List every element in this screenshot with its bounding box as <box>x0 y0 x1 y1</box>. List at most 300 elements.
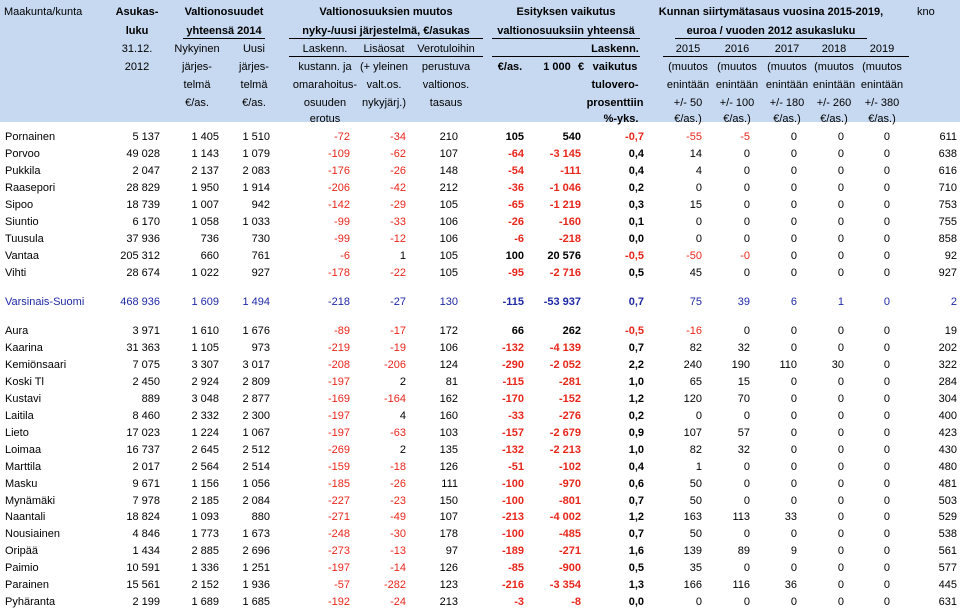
header-telma-2: telmä <box>240 79 268 91</box>
cell-t2017: 0 <box>790 267 797 279</box>
cell-municipality: Aura <box>5 325 29 337</box>
cell-nykyinen: 3 048 <box>191 392 219 405</box>
cell-nykyinen: 2 564 <box>191 460 219 473</box>
header-laskenn: Laskenn. <box>302 43 348 55</box>
cell-laskenn-erotus: -176 <box>327 165 350 177</box>
table-row <box>0 543 960 559</box>
cell-uusi: 880 <box>251 511 270 524</box>
cell-tulovero: 0,4 <box>628 148 644 160</box>
cell-vaikutus-eur-as: -100 <box>501 528 524 541</box>
cell-municipality: Porvoo <box>5 148 40 160</box>
cell-kno: 19 <box>944 325 957 337</box>
cell-verotuloihin: 172 <box>439 325 458 337</box>
cell-t2017: 0 <box>790 596 797 609</box>
cell-municipality: Siuntio <box>5 216 39 228</box>
cell-lisaosat: 2 <box>399 443 406 456</box>
header-valtionosuuksiin: valtionosuuksiin yhteensä <box>497 25 635 37</box>
cell-uusi: 1 936 <box>242 579 270 592</box>
cell-t2015: 120 <box>683 392 702 405</box>
cell-lisaosat: -42 <box>390 182 406 194</box>
cell-laskenn-erotus: -142 <box>327 199 350 211</box>
cell-verotuloihin: 126 <box>439 460 458 473</box>
cell-t2016: 0 <box>743 409 750 422</box>
cell-vaikutus-eur-as: -115 <box>502 375 524 388</box>
cell-t2015: 50 <box>689 477 702 490</box>
cell-verotuloihin: 106 <box>439 233 458 245</box>
cell-tulovero: 0,7 <box>628 528 644 541</box>
cell-t2017: 0 <box>790 148 797 160</box>
cell-vaikutus-1000: -271 <box>558 545 581 558</box>
cell-t2015: 163 <box>683 511 702 524</box>
cell-kno: 480 <box>938 460 957 473</box>
cell-nykyinen: 1 007 <box>191 199 219 211</box>
header-maakunta: Maakunta/kunta <box>4 6 83 18</box>
cell-uusi: 2 300 <box>242 409 270 422</box>
table-row <box>0 476 960 492</box>
header-eur-as-1: €/as. <box>185 97 209 109</box>
cell-t2015: -50 <box>686 250 702 262</box>
cell-nykyinen: 1 405 <box>191 131 219 143</box>
cell-t2016: 89 <box>737 545 750 558</box>
cell-nykyinen: 1 224 <box>191 426 219 439</box>
cell-t2015: 139 <box>683 545 702 558</box>
cell-laskenn-erotus: -271 <box>327 511 350 524</box>
cell-vaikutus-1000: -970 <box>558 477 581 490</box>
cell-population: 7 978 <box>132 494 160 507</box>
cell-uusi: 3 017 <box>242 358 270 371</box>
cell-vaikutus-1000: -8 <box>571 596 581 609</box>
cell-t2015: 0 <box>695 216 702 228</box>
cell-t2016: 57 <box>737 426 750 439</box>
header-tol-50: +/- 50 <box>673 97 703 109</box>
cell-kno: 577 <box>938 562 957 575</box>
cell-t2016: -5 <box>740 131 750 143</box>
cell-nykyinen: 2 152 <box>191 579 219 592</box>
cell-verotuloihin: 148 <box>439 165 458 177</box>
cell-verotuloihin: 162 <box>439 392 458 405</box>
header-muutos-2015: (muutos <box>668 61 708 73</box>
header-valtionosuudet: Valtionosuudet <box>184 6 264 18</box>
cell-t2015: 82 <box>689 443 702 456</box>
cell-t2016: 0 <box>743 233 750 245</box>
cell-verotuloihin: 130 <box>439 296 458 308</box>
header-tol-380: +/- 380 <box>864 97 900 109</box>
cell-verotuloihin: 106 <box>439 216 458 228</box>
cell-t2015: 75 <box>689 296 702 308</box>
underline-euroa <box>675 38 867 39</box>
cell-nykyinen: 1 689 <box>191 596 219 609</box>
cell-verotuloihin: 123 <box>439 579 458 592</box>
cell-t2015: 4 <box>695 165 702 177</box>
cell-vaikutus-1000: -4 002 <box>549 511 581 524</box>
cell-t2018: 0 <box>837 182 844 194</box>
cell-t2017: 0 <box>790 477 797 490</box>
cell-t2018: 0 <box>837 341 844 354</box>
cell-t2017: 33 <box>784 511 797 524</box>
header-eas-2015: €/as.) <box>674 113 702 125</box>
cell-vaikutus-1000: 20 576 <box>547 250 581 262</box>
cell-laskenn-erotus: -109 <box>327 148 350 160</box>
table-row <box>0 577 960 593</box>
cell-t2018: 0 <box>837 392 844 405</box>
cell-tulovero: 0,5 <box>628 562 644 575</box>
cell-uusi: 1 033 <box>242 216 270 228</box>
cell-verotuloihin: 81 <box>445 375 458 388</box>
cell-tulovero: 0,2 <box>628 409 644 422</box>
cell-t2017: 0 <box>790 392 797 405</box>
underline-years <box>663 56 909 57</box>
cell-t2019: 0 <box>883 562 890 575</box>
header-verotuloihin: Verotuloihin <box>417 43 475 55</box>
cell-t2015: 0 <box>695 409 702 422</box>
cell-tulovero: 0,7 <box>628 341 644 354</box>
header-pyks: %-yks. <box>603 113 639 125</box>
table-header <box>0 0 960 125</box>
cell-lisaosat: -26 <box>390 165 406 177</box>
cell-t2017: 36 <box>784 579 797 592</box>
cell-lisaosat: -14 <box>390 562 406 575</box>
cell-verotuloihin: 105 <box>439 199 458 211</box>
cell-t2015: 82 <box>689 341 702 354</box>
cell-population: 49 028 <box>126 148 160 160</box>
cell-t2017: 0 <box>790 528 797 541</box>
cell-t2018: 0 <box>837 216 844 228</box>
cell-population: 889 <box>141 392 160 405</box>
cell-t2016: 0 <box>743 477 750 490</box>
cell-tulovero: 0,4 <box>628 460 644 473</box>
cell-kno: 538 <box>938 528 957 541</box>
cell-tulovero: 0,5 <box>628 267 644 279</box>
cell-nykyinen: 1 143 <box>191 148 219 160</box>
cell-t2017: 0 <box>790 216 797 228</box>
cell-lisaosat: -164 <box>383 392 406 405</box>
cell-t2015: 35 <box>689 562 702 575</box>
cell-t2019: 0 <box>883 341 890 354</box>
header-eas-2017: €/as.) <box>773 113 801 125</box>
cell-verotuloihin: 107 <box>439 511 458 524</box>
cell-verotuloihin: 160 <box>439 409 458 422</box>
cell-verotuloihin: 150 <box>439 494 458 507</box>
header-valtionos: valtionos. <box>422 79 470 91</box>
cell-population: 31 363 <box>126 341 160 354</box>
cell-municipality: Parainen <box>5 579 50 592</box>
cell-population: 17 023 <box>126 426 160 439</box>
cell-municipality: Kustavi <box>5 392 42 405</box>
cell-municipality: Loimaa <box>5 443 42 456</box>
cell-laskenn-erotus: -197 <box>327 375 350 388</box>
cell-tulovero: -0,7 <box>625 131 644 143</box>
cell-verotuloihin: 178 <box>439 528 458 541</box>
cell-vaikutus-1000: -160 <box>558 216 581 228</box>
table-row <box>0 357 960 373</box>
cell-population: 468 936 <box>120 296 160 308</box>
cell-nykyinen: 1 773 <box>191 528 219 541</box>
cell-municipality: Pukkila <box>5 165 41 177</box>
cell-t2018: 0 <box>837 199 844 211</box>
cell-tulovero: 1,2 <box>628 511 644 524</box>
cell-vaikutus-1000: -53 937 <box>543 296 581 308</box>
cell-t2017: 0 <box>790 199 797 211</box>
cell-lisaosat: -22 <box>390 267 406 279</box>
header-enintaan-2017: enintään <box>765 79 809 91</box>
header-vaikutus-col: vaikutus <box>592 61 638 73</box>
cell-t2019: 0 <box>883 443 890 456</box>
cell-t2017: 0 <box>790 562 797 575</box>
cell-municipality: Pyhäranta <box>5 596 56 609</box>
cell-municipality: Masku <box>5 477 38 490</box>
header-nykyjarj: nykyjärj.) <box>361 97 407 109</box>
cell-vaikutus-1000: -276 <box>558 409 581 422</box>
cell-laskenn-erotus: -248 <box>327 528 350 541</box>
cell-t2018: 0 <box>837 375 844 388</box>
header-year-2019: 2019 <box>869 43 895 55</box>
cell-nykyinen: 2 332 <box>191 409 219 422</box>
cell-laskenn-erotus: -57 <box>334 579 350 592</box>
cell-vaikutus-eur-as: -85 <box>508 562 524 575</box>
cell-lisaosat: -34 <box>390 131 406 143</box>
cell-population: 18 739 <box>126 199 160 211</box>
cell-vaikutus-1000: -900 <box>558 562 581 575</box>
cell-t2018: 0 <box>837 250 844 262</box>
cell-uusi: 1 251 <box>242 562 270 575</box>
table-row <box>0 459 960 475</box>
cell-tulovero: 1,6 <box>628 545 644 558</box>
cell-nykyinen: 2 885 <box>191 545 219 558</box>
cell-tulovero: 0,9 <box>628 426 644 439</box>
cell-municipality: Pornainen <box>5 131 56 143</box>
cell-vaikutus-eur-as: -51 <box>508 460 524 473</box>
cell-t2016: 32 <box>737 443 750 456</box>
cell-kno: 753 <box>938 199 957 211</box>
cell-population: 9 671 <box>132 477 160 490</box>
cell-vaikutus-1000: -152 <box>558 392 581 405</box>
cell-nykyinen: 2 645 <box>191 443 219 456</box>
cell-uusi: 1 067 <box>242 426 270 439</box>
header-asukasluku: Asukas- <box>115 6 159 18</box>
cell-t2016: 0 <box>743 325 750 337</box>
table-row <box>0 163 960 179</box>
cell-population: 37 936 <box>126 233 160 245</box>
cell-t2018: 0 <box>837 148 844 160</box>
cell-vaikutus-1000: 540 <box>562 131 581 143</box>
cell-laskenn-erotus: -72 <box>334 131 350 143</box>
cell-t2018: 0 <box>837 460 844 473</box>
cell-laskenn-erotus: -99 <box>334 216 350 228</box>
cell-kno: 616 <box>938 165 957 177</box>
cell-vaikutus-eur-as: -170 <box>501 392 524 405</box>
header-muutos-2016: (muutos <box>717 61 757 73</box>
cell-lisaosat: 4 <box>399 409 406 422</box>
cell-nykyinen: 1 156 <box>191 477 219 490</box>
cell-t2019: 0 <box>883 233 890 245</box>
cell-t2019: 0 <box>883 528 890 541</box>
cell-laskenn-erotus: -197 <box>327 562 350 575</box>
cell-municipality: Tuusula <box>5 233 44 245</box>
table-row <box>0 560 960 576</box>
cell-verotuloihin: 106 <box>439 341 458 354</box>
cell-t2019: 0 <box>883 375 890 388</box>
header-tulovero: tulovero- <box>591 79 639 91</box>
cell-vaikutus-eur-as: -157 <box>501 426 524 439</box>
cell-uusi: 1 510 <box>242 131 270 143</box>
header-tol-260: +/- 260 <box>816 97 852 109</box>
cell-kno: 858 <box>938 233 957 245</box>
table-row <box>0 442 960 458</box>
cell-vaikutus-1000: -801 <box>558 494 581 507</box>
table-row <box>0 340 960 356</box>
cell-t2017: 0 <box>790 443 797 456</box>
cell-kno: 2 <box>950 296 957 308</box>
header-year-2016: 2016 <box>724 43 750 55</box>
cell-t2018: 30 <box>831 358 844 371</box>
cell-t2019: 0 <box>883 545 890 558</box>
cell-population: 1 434 <box>132 545 160 558</box>
cell-t2019: 0 <box>883 199 890 211</box>
cell-tulovero: 0,0 <box>628 233 644 245</box>
cell-t2019: 0 <box>883 392 890 405</box>
header-muutos-2017: (muutos <box>767 61 807 73</box>
cell-vaikutus-1000: -218 <box>558 233 581 245</box>
cell-vaikutus-1000: -3 145 <box>549 148 581 160</box>
cell-t2016: 113 <box>732 511 750 524</box>
cell-uusi: 1 673 <box>242 528 270 541</box>
cell-lisaosat: -26 <box>390 477 406 490</box>
cell-tulovero: 1,0 <box>628 375 644 388</box>
header-year-2018: 2018 <box>821 43 847 55</box>
cell-t2019: 0 <box>883 182 890 194</box>
underline-nyky <box>289 38 483 39</box>
cell-nykyinen: 2 924 <box>191 375 219 388</box>
cell-t2018: 0 <box>837 165 844 177</box>
header-perustuva: perustuva <box>421 61 471 73</box>
cell-nykyinen: 1 610 <box>191 325 219 337</box>
cell-vaikutus-eur-as: -115 <box>502 296 524 308</box>
cell-lisaosat: -27 <box>390 296 406 308</box>
header-year-2015: 2015 <box>675 43 701 55</box>
cell-t2019: 0 <box>883 494 890 507</box>
cell-kno: 430 <box>938 443 957 456</box>
cell-population: 6 170 <box>132 216 160 228</box>
cell-uusi: 2 514 <box>242 460 270 473</box>
table-row <box>0 526 960 542</box>
cell-t2018: 0 <box>837 545 844 558</box>
cell-verotuloihin: 107 <box>439 148 458 160</box>
cell-t2017: 0 <box>790 375 797 388</box>
cell-laskenn-erotus: -227 <box>327 494 350 507</box>
cell-vaikutus-eur-as: -216 <box>501 579 524 592</box>
cell-vaikutus-eur-as: -189 <box>501 545 524 558</box>
cell-t2015: 0 <box>695 596 702 609</box>
table-row <box>0 146 960 162</box>
cell-vaikutus-eur-as: -3 <box>514 596 524 609</box>
cell-t2016: 0 <box>743 460 750 473</box>
cell-t2019: 0 <box>883 250 890 262</box>
cell-municipality: Kemiönsaari <box>5 358 67 371</box>
cell-municipality: Raasepori <box>5 182 56 194</box>
cell-kno: 710 <box>938 182 957 194</box>
cell-t2017: 0 <box>790 460 797 473</box>
cell-t2019: 0 <box>883 511 890 524</box>
cell-lisaosat: -282 <box>383 579 406 592</box>
cell-municipality: Kaarina <box>5 341 43 354</box>
cell-population: 16 737 <box>126 443 160 456</box>
cell-vaikutus-eur-as: -36 <box>508 182 524 194</box>
header-yleinen: (+ yleinen <box>359 61 409 73</box>
cell-vaikutus-eur-as: -64 <box>508 148 524 160</box>
cell-vaikutus-1000: -111 <box>560 165 581 177</box>
cell-t2015: 240 <box>683 358 702 371</box>
cell-tulovero: 0,3 <box>628 199 644 211</box>
cell-laskenn-erotus: -6 <box>340 250 350 262</box>
cell-kno: 481 <box>938 477 957 490</box>
cell-vaikutus-eur-as: -33 <box>508 409 524 422</box>
table-row <box>0 374 960 390</box>
header-date: 31.12. <box>121 43 153 55</box>
cell-population: 10 591 <box>126 562 160 575</box>
cell-t2017: 0 <box>790 233 797 245</box>
cell-lisaosat: -18 <box>390 460 406 473</box>
cell-t2018: 0 <box>837 579 844 592</box>
cell-vaikutus-1000: -2 052 <box>549 358 581 371</box>
cell-uusi: 2 696 <box>242 545 270 558</box>
cell-lisaosat: -33 <box>390 216 406 228</box>
cell-t2016: 0 <box>743 216 750 228</box>
header-eas-2019: €/as.) <box>868 113 896 125</box>
cell-uusi: 1 914 <box>242 182 270 194</box>
cell-t2016: 0 <box>743 494 750 507</box>
cell-population: 28 829 <box>126 182 160 194</box>
cell-tulovero: 0,1 <box>628 216 644 228</box>
cell-kno: 445 <box>938 579 957 592</box>
cell-verotuloihin: 213 <box>439 596 458 609</box>
header-uusi: Uusi <box>242 43 266 55</box>
cell-uusi: 2 809 <box>242 375 270 388</box>
cell-verotuloihin: 212 <box>439 182 458 194</box>
cell-uusi: 973 <box>251 341 270 354</box>
table-row <box>0 425 960 441</box>
cell-t2017: 0 <box>790 494 797 507</box>
cell-vaikutus-1000: -485 <box>558 528 581 541</box>
cell-t2018: 0 <box>837 494 844 507</box>
cell-t2018: 0 <box>837 511 844 524</box>
header-2012: 2012 <box>124 61 150 73</box>
cell-nykyinen: 1 093 <box>191 511 219 524</box>
cell-nykyinen: 2 185 <box>191 494 219 507</box>
cell-t2019: 0 <box>883 296 890 308</box>
cell-uusi: 1 685 <box>242 596 270 609</box>
cell-t2016: 0 <box>743 199 750 211</box>
header-erotus: erotus <box>309 113 341 125</box>
cell-t2018: 0 <box>837 233 844 245</box>
header-tasaus: tasaus <box>429 97 463 109</box>
cell-t2018: 0 <box>837 131 844 143</box>
cell-population: 18 824 <box>126 511 160 524</box>
cell-t2015: 166 <box>683 579 702 592</box>
cell-laskenn-erotus: -208 <box>327 358 350 371</box>
cell-t2016: 32 <box>737 341 750 354</box>
cell-vaikutus-1000: 262 <box>562 325 581 337</box>
table-row <box>0 265 960 281</box>
cell-uusi: 942 <box>251 199 270 211</box>
cell-uusi: 1 494 <box>242 296 270 308</box>
cell-t2018: 0 <box>837 426 844 439</box>
cell-t2017: 0 <box>790 250 797 262</box>
cell-uusi: 1 056 <box>242 477 270 490</box>
cell-kno: 423 <box>938 426 957 439</box>
cell-vaikutus-1000: -3 354 <box>549 579 581 592</box>
cell-t2016: 0 <box>743 182 750 194</box>
cell-t2016: 0 <box>743 148 750 160</box>
